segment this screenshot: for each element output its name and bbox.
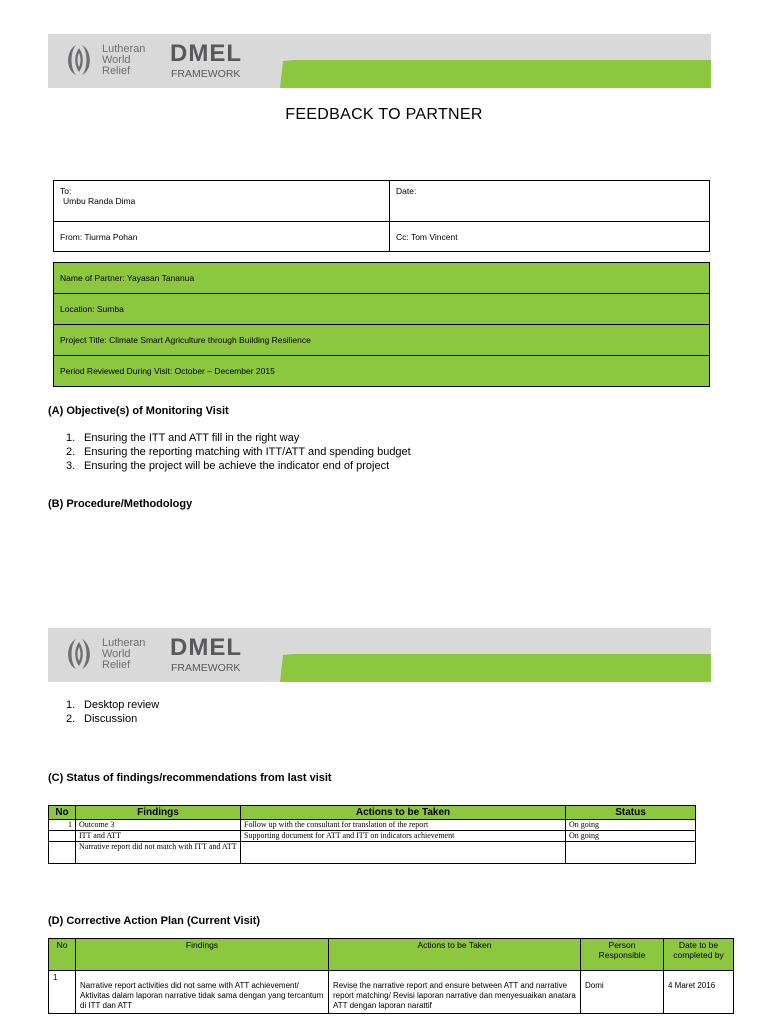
partner-location: Location: Sumba [54, 294, 710, 325]
partner-name: Name of Partner: Yayasan Tananua [54, 263, 710, 294]
col-header-actions: Actions to be Taken [241, 806, 566, 820]
brand-title: DMEL [170, 634, 242, 661]
memo-header-table [53, 180, 710, 252]
list-item: 2. Ensuring the reporting matching with ITT/ATT and spending budget [66, 446, 411, 458]
col-header-findings: Findings [76, 939, 329, 971]
banner-green-stripe [48, 34, 711, 88]
section-c-heading: (C) Status of findings/recommendations from last visit [48, 772, 332, 784]
cc-cell: Cc: Tom Vincent [390, 222, 710, 252]
section-a-heading: (A) Objective(s) of Monitoring Visit [48, 405, 229, 417]
methods-list [66, 698, 159, 726]
status-table [48, 805, 696, 864]
brand-subtitle: FRAMEWORK [171, 662, 241, 674]
dmel-banner [48, 628, 711, 682]
list-item: 2. Discussion [66, 713, 138, 725]
col-header-no: No [49, 939, 76, 971]
col-header-person: Person Responsible [581, 939, 664, 971]
table-row: 1 Outcome 3 Follow up with the consultant for translation of the report On going [49, 820, 696, 831]
banner-green-stripe [48, 628, 711, 682]
table-row: Narrative report did not match with ITT and ATT [49, 842, 696, 864]
table-header-row [49, 939, 734, 971]
org-name: Lutheran World Relief [102, 637, 146, 671]
col-header-findings: Findings [76, 806, 241, 820]
org-name: Lutheran World Relief [102, 43, 146, 77]
brand-title: DMEL [170, 40, 242, 67]
partner-info-table [53, 262, 710, 387]
project-title: Project Title: Climate Smart Agriculture through Building Resilience [54, 325, 710, 356]
section-d-heading: (D) Corrective Action Plan (Current Visit) [48, 915, 261, 927]
table-header-row [49, 806, 696, 820]
list-item: 1. Ensuring the ITT and ATT fill in the right way [66, 432, 300, 444]
table-row: 1 Narrative report activities did not same with ATT achievement/ Aktivitas dalam laporan narrative tidak sama dengan yang tercantum di ITT dan ATT Revise the narrative report and ensure between ATT and narrative report matching/ Revisi laporan narrative dan menyesuaikan anatara ATT dengan laporan narattif Domi 4 Maret 2016 [49, 971, 734, 1014]
list-item: 3. Ensuring the project will be achieve the indicator end of project [66, 460, 390, 472]
brand-subtitle: FRAMEWORK [171, 68, 241, 80]
table-row: ITT and ATT Supporting document for ATT and ITT on indicators achievement On going [49, 831, 696, 842]
lutheran-world-relief-logo-icon [62, 636, 96, 672]
date-cell: Date: [390, 181, 710, 222]
to-cell: To: Umbu Randa Dima [54, 181, 390, 222]
corrective-action-table [48, 938, 734, 1014]
col-header-date: Date to be completed by [664, 939, 734, 971]
col-header-status: Status [566, 806, 696, 820]
section-b-heading: (B) Procedure/Methodology [48, 498, 193, 510]
from-cell: From: Tiurma Pohan [54, 222, 390, 252]
col-header-actions: Actions to be Taken [329, 939, 581, 971]
page-title: FEEDBACK TO PARTNER [285, 106, 483, 123]
period-reviewed: Period Reviewed During Visit: October – December 2015 [54, 356, 710, 387]
list-item: 1. Desktop review [66, 699, 160, 711]
dmel-banner [48, 34, 711, 88]
col-header-no: No [49, 806, 76, 820]
objectives-list [66, 431, 411, 473]
lutheran-world-relief-logo-icon [62, 42, 96, 78]
